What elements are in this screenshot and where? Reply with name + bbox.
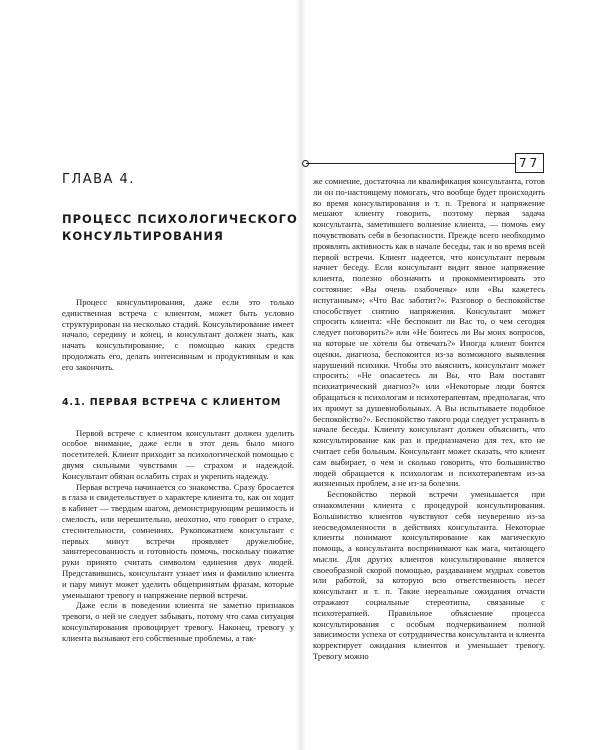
chapter-subtitle: ПРОЦЕСС ПСИХОЛОГИЧЕСКОГО КОНСУЛЬТИРОВАНИЯ [62,212,298,243]
body-paragraph: же сомнение, достаточна ли квалификация консультанта, готов ли он по-настоящему помогать, что вообще будет происходить во время консультирования и т. п. Тревога и напряжение мешают клиенту говорить, поэтому первая задача консультанта, заметившего волнение клиента, — помочь ему почувствовать себя в безопасности. Прежде всего необходимо проявлять активность как в начале беседы, так и во время всей первой встречи. Клиент надеется, что консультант первым начнет беседу. Если консультант видит явное напряжение клиента, полезно обозначить и прокомментировать это состояние: «Вы очень озабочены» или «Вы кажетесь испуганным»; «Что Вас заботит?». Разговор о беспокойстве способствует снятию напряжения. Консультант может спросить клиента: «Не беспокоит ли Вас то, о чем сегодня следует поговорить?» или «Не боитесь ли Вы моих вопросов, на которые не хотели бы отвечать?» Иногда клиент боится оценки, диагноза, беспокоится из-за возможного выявления нарушений психики. Чтобы это выяснить, консультант может спросить: «Не опасаетесь ли Вы, что Вам поставят психиатрический диагноз?» или «Некоторые люди боятся обращаться к психологам и психотерапевтам, предполагая, что их примут за душевнобольных. А Вы испытываете подобное беспокойство?». Беспокойство такого рода следует устранить в начале беседы. Клиенту консультант должен объяснить, что консультирование как раз и предназначено для тех, кто не считает себя больным. Консультант может сказать, что клиент сам выбирает, о чем и сколько говорить, что большинство людей обращается к психологам и психотерапевтам из-за жизненных проблем, а не из-за болезни. [313,176,545,489]
body-paragraph: Первой встрече с клиентом консультант должен уделить особое внимание, даже если в этот день было много посетителей. Клиент приходит за психологической помощью с двумя сильными чувствами — страхом и надеждой. Консультант обязан ослабить страх и укрепить надежду. [62,427,294,481]
page-number: 77 [515,153,544,173]
intro-paragraph: Процесс консультирования, даже если это только единственная встреча с клиентом, может быть условно структурирован на несколько стадий. Консультирование имеет начало, середину и конец, и консультант должен знать, как начать консультирование, с помощью каких средств продолжать его, делать интенсивным и продуктивным и как его закончить. [62,297,294,372]
header-rule [306,163,538,164]
body-paragraph: Первая встреча начинается со знакомства. Сразу бросается в глаза и свидетельствует о характере клиента то, как он ходит в кабинет — твердым шагом, демонстрирующим решимость и смелость, или нерешительно, неохотно, что говорит о страхе, стеснительности, сомнениях. Рукопожатием консультант с первых минут встречи проявляет дружелюбие, заинтересованность и готовность помочь, поскольку пожатие руки принято считать символом единения двух людей. Представившись, консультант узнает имя и фамилию клиента и пару минут может уделить общепринятым фразам, которые уменьшают тревогу и напряжение первой встречи. [62,481,294,600]
page-gutter [296,0,306,750]
body-paragraph: Беспокойство первой встречи уменьшается при ознакомлении клиента с процедурой консультирования. Большинство клиентов чувствуют себя неуверенно из-за неосведомленности в действиях консультанта. Некоторые клиенты понимают консультирование как магическую помощь, а консультанта воспринимают как мага, читающего мысли. Для других клиентов консультирование является своеобразной скорой помощью, раздаванием мудрых советов или работой, за которую всю ответственность несет консультант и т. п. Такие нереальные ожидания отчасти отражают социальные стереотипы, связанные с психотерапией. Правильное объяснение процесса консультирования с особым подчеркиванием полной зависимости успеха от сотрудничества консультанта и клиента корректирует ожидания клиентов и уменьшает тревогу. Тревогу можно [313,489,545,662]
chapter-title: ГЛАВА 4. [62,172,135,187]
body-paragraph: Даже если в поведении клиента не заметно признаков тревоги, о ней не следует забывать, потому что сама ситуация консультирования провоцирует тревогу. Наконец, тревогу у клиента вызывают его собственные проблемы, а так- [62,600,294,643]
left-page [62,160,298,644]
section-title: 4.1. ПЕРВАЯ ВСТРЕЧА С КЛИЕНТОМ [62,396,282,408]
right-page [313,176,545,662]
